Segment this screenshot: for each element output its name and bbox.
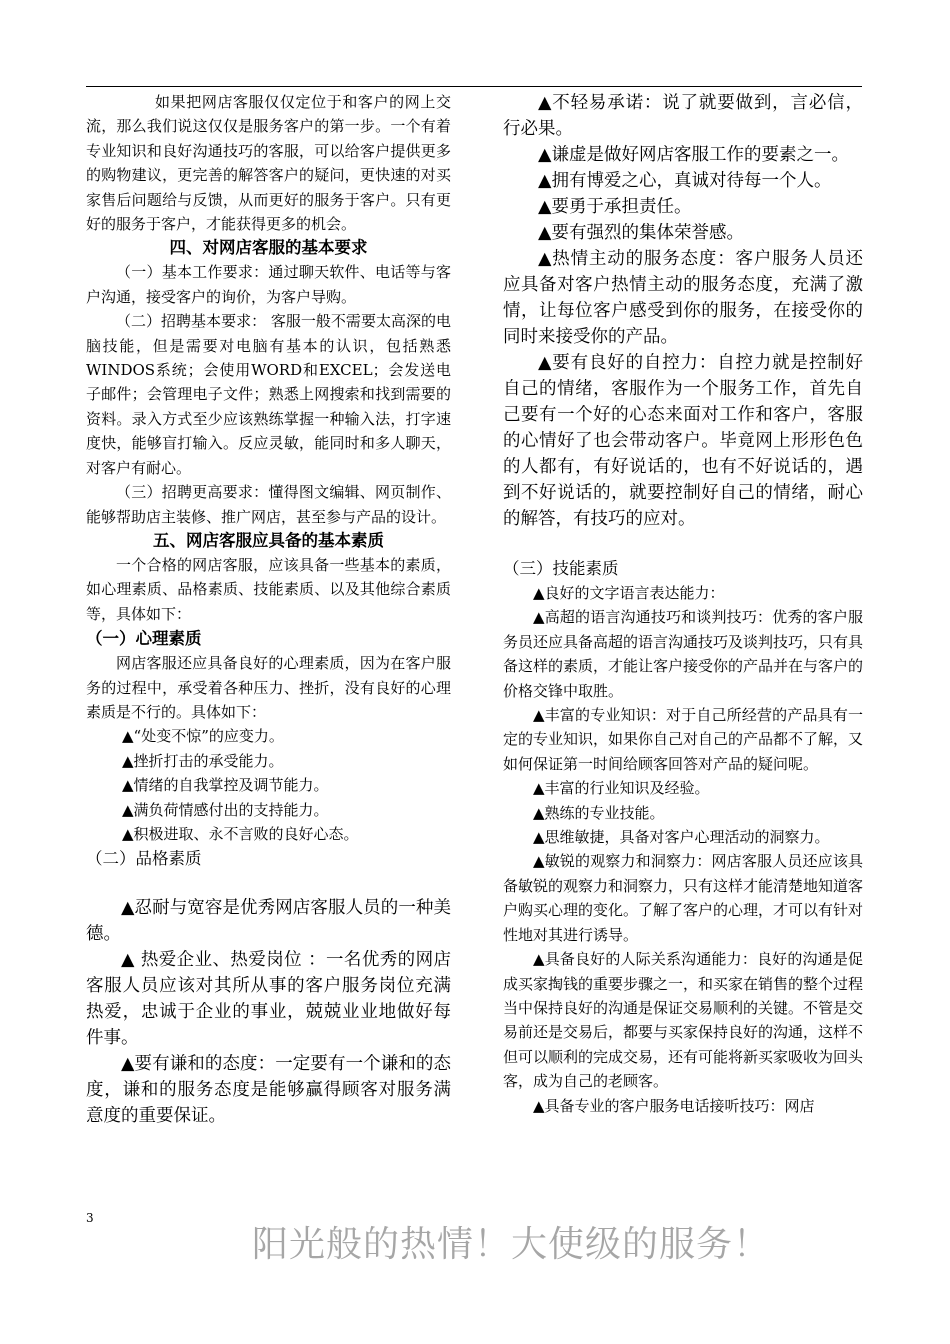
header-rule (86, 86, 862, 87)
psychology-heading: （一）心理素质 (86, 629, 202, 649)
intro-paragraph: 如果把网店客服仅仅定位于和客户的网上交流，那么我们说这仅仅是服务客户的第一步。一个有着专业知识和良好沟通技巧的客服，可以给客户提供更多的购物建议，更完善的解答客户的疑问，更快速的对买家售后问题给与反馈，从而更好的服务于客户。只有更好的服务于客户，才能获得更多的机会。 (86, 93, 451, 234)
psychology-list (86, 724, 451, 846)
list-item: ▲熟练的专业技能。 (533, 803, 665, 822)
section5-heading: 五、网店客服应具备的基本素质 (153, 530, 384, 550)
list-item: ▲高超的语言沟通技巧和谈判技巧：优秀的客户服务员还应具备高超的语言沟通技巧及谈判技巧，只有具备这样的素质，才能让客户接受你的产品并在与客户的价格交锋中取胜。 (503, 608, 864, 700)
requirement-hiring-basic: （二）招聘基本要求： 客服一般不需要太高深的电脑技能，但是需要对电脑有基本的认识，包括熟悉WINDOS系统；会使用WORD和EXCEL；会发送电子邮件；会管理电子文件；熟悉上网搜索和找到需要的资料。录入方式至少应该熟练掌握一种输入法，打字速度快，能够盲打输入。反应灵敏，能同时和多人聊天，对客户有耐心。 (86, 312, 451, 477)
right-column (503, 90, 863, 1118)
list-item: ▲具备专业的客户服务电话接听技巧：网店 (533, 1096, 815, 1115)
character-heading: （二）品格素质 (86, 849, 202, 869)
list-item: ▲拥有博爱之心，真诚对待每一个人。 (538, 171, 832, 191)
list-item: ▲积极进取、永不言败的良好心态。 (122, 824, 359, 843)
list-item: ▲丰富的专业知识：对于自己所经营的产品具有一定的专业知识，如果你自己对自己的产品都不了解，又如何保证第一时间给顾客回答对产品的疑问呢。 (503, 706, 864, 773)
list-item: ▲热情主动的服务态度：客户服务人员还应具备对客户热情主动的服务态度，充满了激情，让每位客户感受到你的服务，在接受你的同时来接受你的产品。 (503, 249, 863, 347)
requirement-basic-work: （一）基本工作要求：通过聊天软件、电话等与客户沟通，接受客户的询价，为客户导购。 (86, 263, 451, 306)
skills-heading: （三）技能素质 (503, 559, 619, 578)
list-item: ▲“处变不惊”的应变力。 (122, 727, 284, 746)
list-item: ▲谦虚是做好网店客服工作的要素之一。 (538, 145, 849, 165)
list-item: ▲ 热爱企业、热爱岗位 ：一名优秀的网店客服人员应该对其所从事的客户服务岗位充满热爱，忠诚于企业的事业，兢兢业业地做好每件事。 (86, 950, 451, 1049)
list-item: ▲良好的文字语言表达能力： (533, 584, 725, 602)
list-item: ▲要有强烈的集体荣誉感。 (538, 223, 744, 243)
section4-heading: 四、对网店客服的基本要求 (169, 238, 368, 258)
list-item: ▲丰富的行业知识及经验。 (533, 779, 710, 798)
left-column (86, 90, 451, 1129)
requirement-hiring-advanced: （三）招聘更高要求：懂得图文编辑、网页制作、能够帮助店主装修、推广网店，甚至参与产品的设计。 (86, 483, 451, 526)
list-item: ▲具备良好的人际关系沟通能力：良好的沟通是促成买家掏钱的重要步骤之一，和买家在销售的整个过程当中保持良好的沟通是保证交易顺利的关键。不管是交易前还是交易后，都要与买家保持良好的沟通，这样不但可以顺利的完成交易，还有可能将新买家吸收为回头客，成为自己的老顾客。 (503, 950, 864, 1091)
list-item: ▲挫折打击的承受能力。 (122, 751, 284, 770)
list-item: ▲要有谦和的态度：一定要有一个谦和的态度，谦和的服务态度是能够赢得顾客对服务满意度的重要保证。 (86, 1054, 451, 1127)
footer-slogan: 阳光般的热情！大使级的服务！ (252, 1224, 771, 1265)
list-item: ▲不轻易承诺：说了就要做到，言必信，行必果。 (503, 93, 863, 139)
list-item: ▲要勇于承担责任。 (538, 197, 692, 217)
list-item: ▲思维敏捷，具备对客户心理活动的洞察力。 (533, 828, 830, 847)
list-item: ▲敏锐的观察力和洞察力：网店客服人员还应该具备敏锐的观察力和洞察力，只有这样才能清楚地知道客户购买心理的变化。了解了客户的心理，才可以有针对性地对其进行诱导。 (503, 852, 864, 944)
section5-intro: 一个合格的网店客服，应该具备一些基本的素质，如心理素质、品格素质、技能素质、以及其他综合素质等，具体如下： (86, 555, 451, 623)
list-item: ▲忍耐与宽容是优秀网店客服人员的一种美德。 (86, 898, 451, 945)
page-number: 3 (86, 1211, 94, 1225)
list-item: ▲要有良好的自控力：自控力就是控制好自己的情绪，客服作为一个服务工作，首先自己要有一个好的心态来面对工作和客户，客服的心情好了也会带动客户。毕竟网上形形色色的人都有，有好说话的，也有不好说话的，遇到不好说话的，就要控制好自己的情绪，耐心的解答，有技巧的应对。 (503, 353, 863, 529)
list-item: ▲情绪的自我掌控及调节能力。 (122, 776, 329, 795)
list-item: ▲满负荷情感付出的支持能力。 (122, 800, 329, 819)
psychology-intro: 网店客服还应具备良好的心理素质，因为在客户服务的过程中，承受着各种压力、挫折，没有良好的心理素质是不行的。具体如下： (86, 654, 451, 721)
